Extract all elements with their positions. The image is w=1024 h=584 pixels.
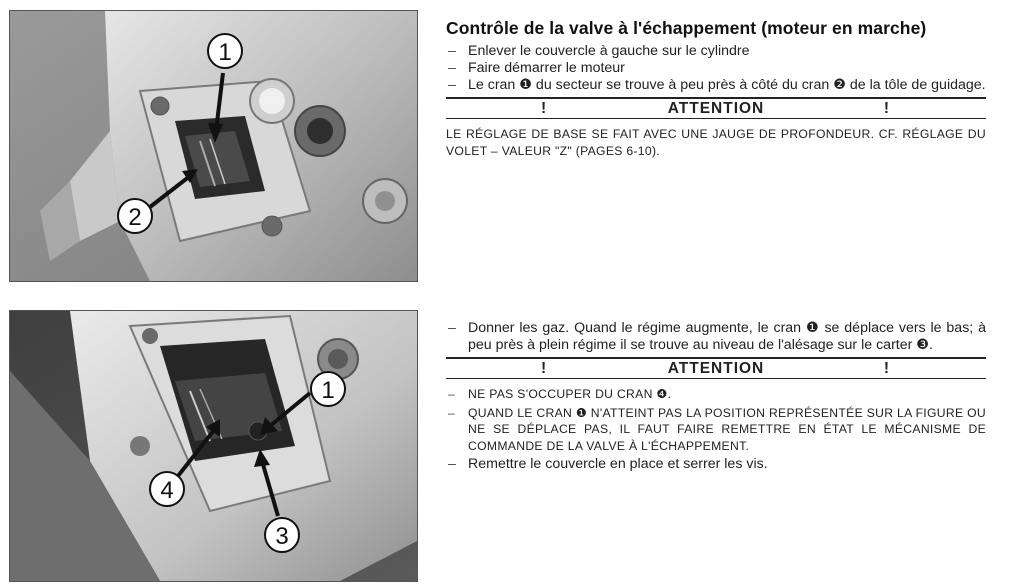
callout-4-label: 4 — [160, 477, 174, 504]
attention-notes — [446, 386, 986, 454]
section-valve-check — [446, 18, 986, 159]
attention-word: ATTENTION — [667, 360, 765, 377]
final-step: – Remettre le couvercle en place et serrer les vis. — [446, 456, 986, 473]
callout-2-label: 2 — [128, 204, 142, 231]
attention-word: ATTENTION — [667, 100, 765, 117]
section-title: Contrôle de la valve à l'échappement (moteur en marche) — [446, 18, 927, 38]
attention-mark-right: ! — [883, 360, 890, 377]
step-item: – Le cran ❶ du secteur se trouve à peu près à côté du cran ❷ de la tôle de guidage. — [446, 77, 986, 94]
callout-3-label: 3 — [275, 523, 289, 550]
attention-note-item: – QUAND LE CRAN ❶ N'ATTEINT PAS LA POSITION REPRÉSENTÉE SUR LA FIGURE OU NE SE DÉPLACE PAS, IL FAUT FAIRE REMETTRE EN ÉTAT LE MÉCANISME DE COMMANDE DE LA VALVE À L'ÉCHAPPEMENT. — [446, 405, 986, 455]
step-item: – Enlever le couvercle à gauche sur le cylindre — [446, 43, 986, 60]
step-list — [446, 320, 986, 354]
step-item: – Donner les gaz. Quand le régime augmente, le cran ❶ se déplace vers le bas; à peu près à plein régime il se trouve au niveau de l'alésage sur le carter ❸. — [446, 320, 986, 354]
attention-mark-left: ! — [541, 100, 548, 117]
section-throttle-check — [446, 320, 986, 473]
step-list — [446, 43, 986, 94]
photo-exhaust-valve-detail — [9, 310, 418, 582]
attention-mark-right: ! — [883, 100, 890, 117]
engine-illustration-1 — [10, 11, 417, 281]
attention-note-item: – NE PAS S'OCCUPER DU CRAN ❹. — [446, 386, 986, 403]
engine-illustration-2 — [10, 311, 417, 581]
final-step-list — [446, 456, 986, 473]
attention-mark-left: ! — [541, 360, 548, 377]
photo-exhaust-valve-cover-open — [9, 10, 418, 282]
attention-note: LE RÉGLAGE DE BASE SE FAIT AVEC UNE JAUGE DE PROFONDEUR. CF. RÉGLAGE DU VOLET – VALEUR "Z" (PAGES 6-10). — [446, 127, 986, 158]
callout-1-label: 1 — [321, 377, 335, 404]
callout-1-label: 1 — [218, 39, 232, 66]
attention-banner — [446, 97, 986, 119]
attention-banner — [446, 357, 986, 379]
step-item: – Faire démarrer le moteur — [446, 60, 986, 77]
